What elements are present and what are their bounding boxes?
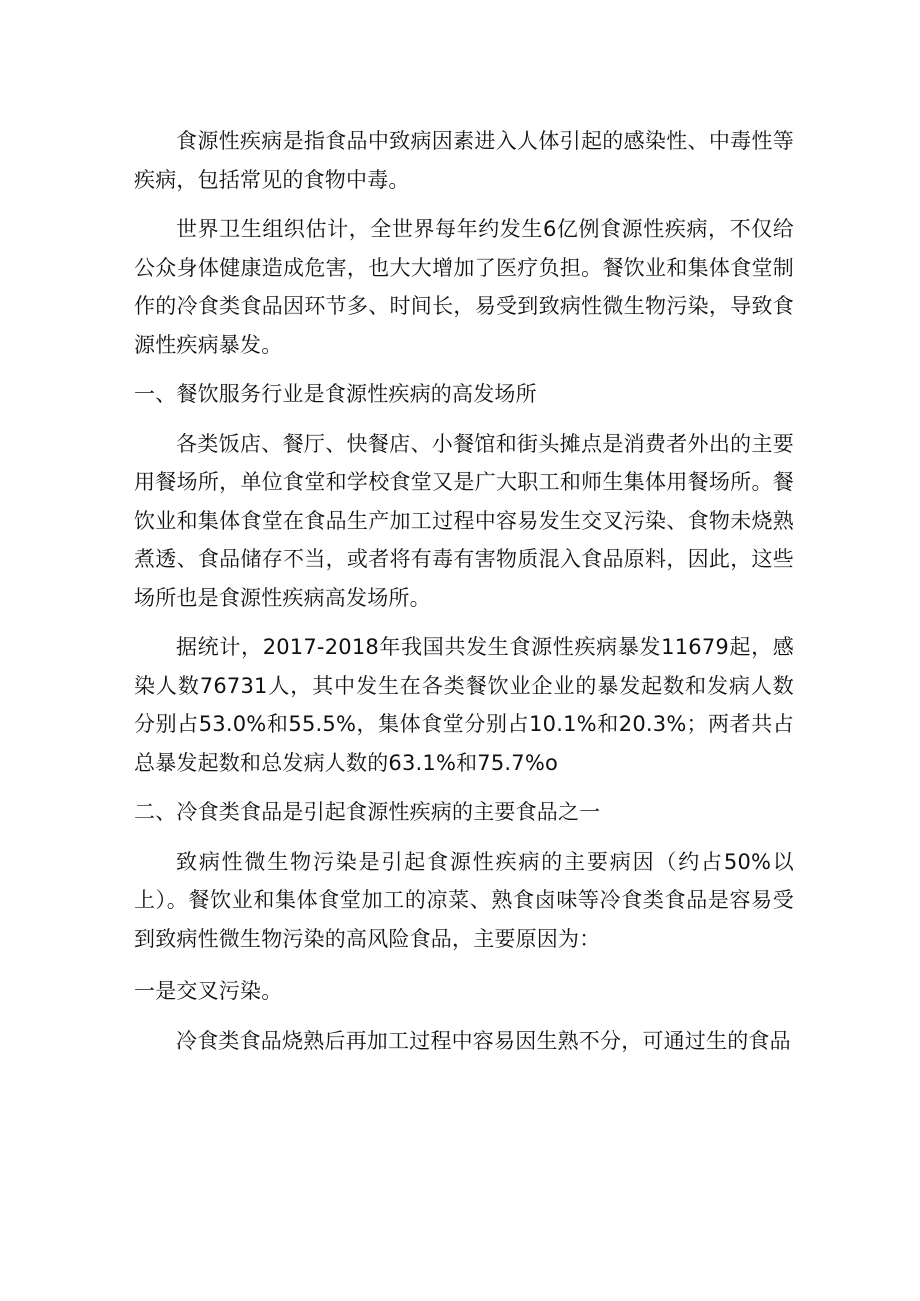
paragraph-who-estimate: 世界卫生组织估计，全世界每年约发生6亿例食源性疾病，不仅给公众身体健康造成危害，也大大增加了医疗负担。餐饮业和集体食堂制作的冷食类食品因环节多、时间长，易受到致病性微生物污染，导致食源性疾病暴发。: [134, 217, 794, 357]
paragraph-microbial-cause: 致病性微生物污染是引起食源性疾病的主要病因（约占50%以上）。餐饮业和集体食堂加工的凉菜、熟食卤味等冷食类食品是容易受到致病性微生物污染的高风险食品，主要原因为：: [134, 849, 794, 951]
subheading-cross-contamination: 一是交叉污染。: [134, 979, 283, 1003]
paragraph-venues: 各类饭店、餐厅、快餐店、小餐馆和街头摊点是消费者外出的主要用餐场所，单位食堂和学校食堂又是广大职工和师生集体用餐场所。餐饮业和集体食堂在食品生产加工过程中容易发生交叉污染、食物未烧熟煮透、食品储存不当，或者将有毒有害物质混入食品原料，因此，这些场所也是食源性疾病高发场所。: [134, 431, 794, 610]
section-heading-2: 二、冷食类食品是引起食源性疾病的主要食品之一: [134, 800, 601, 824]
document-page: [134, 122, 794, 1071]
paragraph-statistics: 据统计，2017-2018年我国共发生食源性疾病暴发11679起，感染人数76731人，其中发生在各类餐饮业企业的暴发起数和发病人数分别占53.0%和55.5%，集体食堂分别占10.1%和20.3%；两者共占总暴发起数和总发病人数的63.1%和75.7%o: [134, 635, 794, 775]
paragraph-cross-contamination: 冷食类食品烧熟后再加工过程中容易因生熟不分，可通过生的食品: [176, 1028, 791, 1053]
section-heading-1: 一、餐饮服务行业是食源性疾病的高发场所: [134, 382, 537, 406]
paragraph-intro: 食源性疾病是指食品中致病因素进入人体引起的感染性、中毒性等疾病，包括常见的食物中毒。: [134, 129, 794, 192]
